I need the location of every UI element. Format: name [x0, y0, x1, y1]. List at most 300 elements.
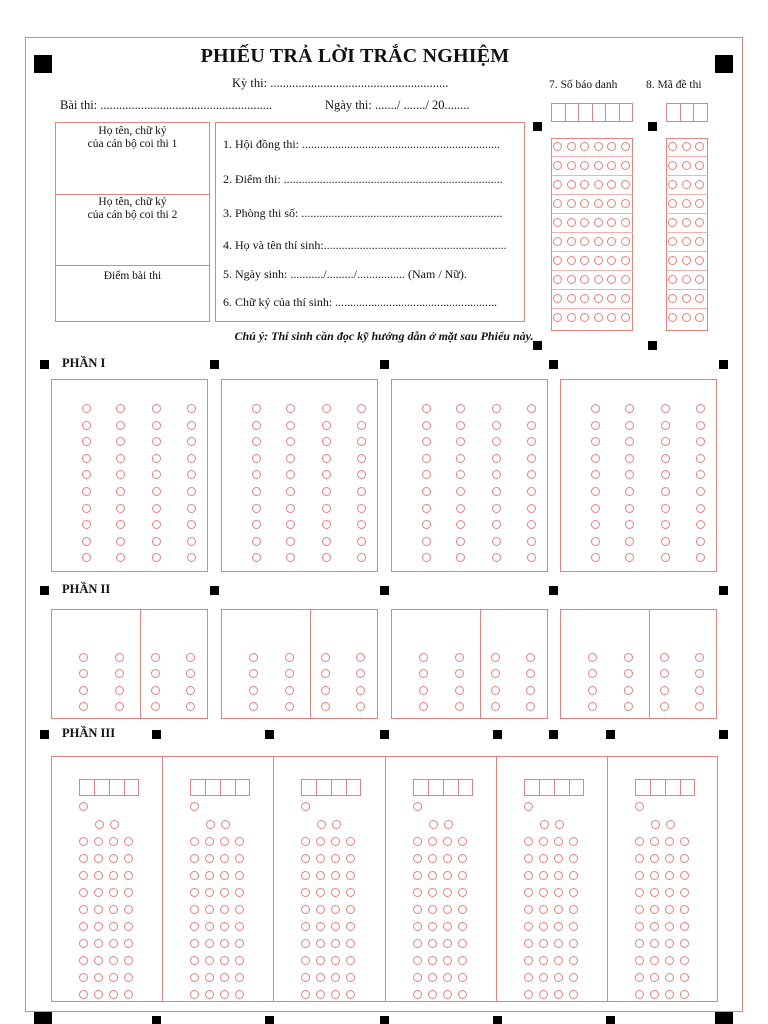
digit-bubble[interactable] [413, 939, 422, 948]
candidate-number-bubble[interactable] [621, 142, 630, 151]
comma-bubble[interactable] [429, 820, 438, 829]
true-bubble[interactable] [79, 653, 88, 662]
true-bubble[interactable] [249, 702, 258, 711]
answer-bubble[interactable] [252, 454, 261, 463]
answer-bubble[interactable] [527, 487, 536, 496]
digit-bubble[interactable] [569, 837, 578, 846]
digit-bubble[interactable] [569, 922, 578, 931]
answer-bubble[interactable] [661, 454, 670, 463]
candidate-number-bubble[interactable] [580, 256, 589, 265]
answer-bubble[interactable] [152, 487, 161, 496]
digit-bubble[interactable] [124, 871, 133, 880]
digit-bubble[interactable] [458, 888, 467, 897]
digit-bubble[interactable] [524, 888, 533, 897]
candidate-number-bubble[interactable] [607, 161, 616, 170]
answer-bubble[interactable] [492, 421, 501, 430]
digit-bubble[interactable] [539, 990, 548, 999]
digit-bubble[interactable] [635, 905, 644, 914]
answer-bubble[interactable] [527, 454, 536, 463]
candidate-number-bubble[interactable] [567, 180, 576, 189]
exam-code-bubble[interactable] [668, 256, 677, 265]
answer-bubble[interactable] [116, 404, 125, 413]
digit-bubble[interactable] [94, 922, 103, 931]
digit-bubble[interactable] [443, 922, 452, 931]
candidate-number-bubble[interactable] [580, 313, 589, 322]
digit-bubble[interactable] [680, 973, 689, 982]
true-bubble[interactable] [79, 686, 88, 695]
digit-bubble[interactable] [665, 922, 674, 931]
answer-bubble[interactable] [357, 454, 366, 463]
false-bubble[interactable] [285, 653, 294, 662]
candidate-number-bubble[interactable] [553, 218, 562, 227]
digit-bubble[interactable] [109, 922, 118, 931]
digit-bubble[interactable] [635, 973, 644, 982]
digit-bubble[interactable] [539, 973, 548, 982]
exam-code-bubble[interactable] [668, 313, 677, 322]
digit-bubble[interactable] [443, 973, 452, 982]
true-bubble[interactable] [660, 702, 669, 711]
false-bubble[interactable] [115, 702, 124, 711]
exam-code-bubble[interactable] [668, 275, 677, 284]
false-bubble[interactable] [285, 686, 294, 695]
digit-bubble[interactable] [539, 956, 548, 965]
exam-code-bubble[interactable] [682, 180, 691, 189]
answer-bubble[interactable] [252, 537, 261, 546]
false-bubble[interactable] [356, 702, 365, 711]
digit-bubble[interactable] [554, 956, 563, 965]
digit-bubble[interactable] [650, 871, 659, 880]
candidate-number-bubble[interactable] [553, 161, 562, 170]
digit-bubble[interactable] [635, 922, 644, 931]
false-bubble[interactable] [624, 702, 633, 711]
true-bubble[interactable] [151, 702, 160, 711]
digit-bubble[interactable] [554, 922, 563, 931]
true-bubble[interactable] [491, 686, 500, 695]
answer-bubble[interactable] [322, 537, 331, 546]
digit-bubble[interactable] [109, 956, 118, 965]
comma-bubble[interactable] [540, 820, 549, 829]
answer-bubble[interactable] [116, 421, 125, 430]
answer-bubble[interactable] [696, 404, 705, 413]
digit-bubble[interactable] [413, 837, 422, 846]
answer-bubble[interactable] [591, 421, 600, 430]
digit-bubble[interactable] [94, 888, 103, 897]
comma-bubble[interactable] [666, 820, 675, 829]
digit-bubble[interactable] [635, 854, 644, 863]
answer-bubble[interactable] [456, 421, 465, 430]
digit-bubble[interactable] [124, 956, 133, 965]
digit-bubble[interactable] [79, 888, 88, 897]
digit-bubble[interactable] [428, 990, 437, 999]
digit-bubble[interactable] [124, 905, 133, 914]
minus-bubble[interactable] [635, 802, 644, 811]
digit-bubble[interactable] [79, 990, 88, 999]
true-bubble[interactable] [321, 686, 330, 695]
digit-bubble[interactable] [79, 905, 88, 914]
digit-bubble[interactable] [109, 973, 118, 982]
digit-bubble[interactable] [458, 871, 467, 880]
exam-code-bubble[interactable] [668, 199, 677, 208]
exam-code-bubble[interactable] [682, 142, 691, 151]
digit-bubble[interactable] [458, 922, 467, 931]
candidate-number-bubble[interactable] [553, 313, 562, 322]
digit-bubble[interactable] [680, 837, 689, 846]
digit-bubble[interactable] [109, 854, 118, 863]
answer-bubble[interactable] [492, 487, 501, 496]
false-bubble[interactable] [356, 686, 365, 695]
candidate-number-bubble[interactable] [567, 275, 576, 284]
answer-bubble[interactable] [696, 487, 705, 496]
digit-bubble[interactable] [109, 905, 118, 914]
digit-bubble[interactable] [124, 973, 133, 982]
digit-bubble[interactable] [650, 973, 659, 982]
answer-bubble[interactable] [591, 504, 600, 513]
digit-bubble[interactable] [569, 871, 578, 880]
false-bubble[interactable] [455, 653, 464, 662]
candidate-number-bubble[interactable] [580, 218, 589, 227]
digit-bubble[interactable] [413, 888, 422, 897]
candidate-number-bubble[interactable] [594, 142, 603, 151]
digit-bubble[interactable] [428, 939, 437, 948]
exam-code-bubble[interactable] [695, 142, 704, 151]
digit-bubble[interactable] [109, 990, 118, 999]
digit-bubble[interactable] [680, 990, 689, 999]
candidate-number-bubble[interactable] [621, 294, 630, 303]
digit-bubble[interactable] [539, 939, 548, 948]
answer-bubble[interactable] [422, 537, 431, 546]
digit-bubble[interactable] [665, 854, 674, 863]
digit-bubble[interactable] [680, 854, 689, 863]
digit-bubble[interactable] [458, 837, 467, 846]
answer-bubble[interactable] [696, 454, 705, 463]
candidate-number-bubble[interactable] [607, 313, 616, 322]
digit-bubble[interactable] [94, 973, 103, 982]
candidate-number-bubble[interactable] [567, 142, 576, 151]
digit-bubble[interactable] [443, 837, 452, 846]
answer-bubble[interactable] [82, 404, 91, 413]
answer-bubble[interactable] [696, 504, 705, 513]
digit-bubble[interactable] [458, 990, 467, 999]
answer-bubble[interactable] [357, 537, 366, 546]
true-bubble[interactable] [419, 653, 428, 662]
digit-bubble[interactable] [109, 871, 118, 880]
digit-bubble[interactable] [650, 905, 659, 914]
digit-bubble[interactable] [539, 854, 548, 863]
digit-bubble[interactable] [79, 973, 88, 982]
digit-bubble[interactable] [443, 905, 452, 914]
answer-bubble[interactable] [422, 404, 431, 413]
minus-bubble[interactable] [524, 802, 533, 811]
true-bubble[interactable] [249, 653, 258, 662]
exam-code-bubble[interactable] [682, 199, 691, 208]
digit-bubble[interactable] [109, 888, 118, 897]
candidate-number-bubble[interactable] [553, 294, 562, 303]
digit-bubble[interactable] [79, 837, 88, 846]
digit-bubble[interactable] [413, 956, 422, 965]
answer-bubble[interactable] [322, 487, 331, 496]
digit-bubble[interactable] [428, 871, 437, 880]
candidate-number-bubble[interactable] [621, 180, 630, 189]
digit-bubble[interactable] [524, 956, 533, 965]
candidate-number-bubble[interactable] [594, 275, 603, 284]
digit-bubble[interactable] [458, 905, 467, 914]
true-bubble[interactable] [588, 653, 597, 662]
false-bubble[interactable] [186, 686, 195, 695]
digit-bubble[interactable] [79, 854, 88, 863]
candidate-number-bubble[interactable] [567, 161, 576, 170]
digit-bubble[interactable] [665, 939, 674, 948]
digit-bubble[interactable] [524, 939, 533, 948]
answer-bubble[interactable] [322, 404, 331, 413]
candidate-number-bubble[interactable] [580, 237, 589, 246]
digit-bubble[interactable] [650, 939, 659, 948]
exam-code-bubble[interactable] [668, 218, 677, 227]
answer-bubble[interactable] [286, 404, 295, 413]
exam-code-bubble[interactable] [695, 161, 704, 170]
candidate-number-bubble[interactable] [567, 218, 576, 227]
false-bubble[interactable] [695, 702, 704, 711]
digit-bubble[interactable] [428, 922, 437, 931]
digit-bubble[interactable] [554, 871, 563, 880]
digit-bubble[interactable] [680, 956, 689, 965]
answer-bubble[interactable] [152, 421, 161, 430]
digit-bubble[interactable] [124, 939, 133, 948]
digit-bubble[interactable] [94, 837, 103, 846]
candidate-number-bubble[interactable] [607, 237, 616, 246]
digit-bubble[interactable] [458, 939, 467, 948]
digit-bubble[interactable] [443, 956, 452, 965]
digit-bubble[interactable] [524, 973, 533, 982]
digit-bubble[interactable] [665, 871, 674, 880]
answer-bubble[interactable] [82, 487, 91, 496]
answer-bubble[interactable] [696, 421, 705, 430]
answer-bubble[interactable] [625, 421, 634, 430]
digit-bubble[interactable] [665, 837, 674, 846]
digit-bubble[interactable] [650, 990, 659, 999]
digit-bubble[interactable] [665, 905, 674, 914]
digit-bubble[interactable] [539, 871, 548, 880]
true-bubble[interactable] [588, 686, 597, 695]
digit-bubble[interactable] [554, 888, 563, 897]
digit-bubble[interactable] [524, 871, 533, 880]
answer-bubble[interactable] [252, 487, 261, 496]
false-bubble[interactable] [285, 702, 294, 711]
exam-code-bubble[interactable] [668, 294, 677, 303]
answer-bubble[interactable] [625, 537, 634, 546]
digit-bubble[interactable] [635, 888, 644, 897]
candidate-number-bubble[interactable] [594, 199, 603, 208]
candidate-number-bubble[interactable] [607, 294, 616, 303]
candidate-number-bubble[interactable] [607, 142, 616, 151]
candidate-number-bubble[interactable] [567, 256, 576, 265]
comma-bubble[interactable] [555, 820, 564, 829]
exam-code-bubble[interactable] [682, 237, 691, 246]
digit-bubble[interactable] [413, 990, 422, 999]
answer-bubble[interactable] [286, 504, 295, 513]
answer-bubble[interactable] [286, 487, 295, 496]
digit-bubble[interactable] [109, 837, 118, 846]
digit-bubble[interactable] [428, 973, 437, 982]
false-bubble[interactable] [526, 653, 535, 662]
answer-bubble[interactable] [422, 504, 431, 513]
answer-bubble[interactable] [661, 537, 670, 546]
exam-code-bubble[interactable] [682, 218, 691, 227]
answer-bubble[interactable] [116, 487, 125, 496]
exam-code-bubble[interactable] [695, 313, 704, 322]
digit-bubble[interactable] [635, 939, 644, 948]
digit-bubble[interactable] [524, 854, 533, 863]
false-bubble[interactable] [455, 702, 464, 711]
exam-code-bubble[interactable] [682, 161, 691, 170]
candidate-number-bubble[interactable] [553, 180, 562, 189]
digit-bubble[interactable] [569, 990, 578, 999]
candidate-number-bubble[interactable] [621, 218, 630, 227]
digit-bubble[interactable] [554, 939, 563, 948]
digit-bubble[interactable] [539, 922, 548, 931]
digit-bubble[interactable] [539, 888, 548, 897]
digit-bubble[interactable] [665, 956, 674, 965]
digit-bubble[interactable] [428, 854, 437, 863]
true-bubble[interactable] [491, 653, 500, 662]
digit-bubble[interactable] [443, 939, 452, 948]
answer-bubble[interactable] [591, 404, 600, 413]
true-bubble[interactable] [419, 702, 428, 711]
candidate-number-bubble[interactable] [607, 256, 616, 265]
digit-bubble[interactable] [428, 888, 437, 897]
digit-bubble[interactable] [94, 939, 103, 948]
exam-code-bubble[interactable] [695, 199, 704, 208]
comma-bubble[interactable] [95, 820, 104, 829]
answer-bubble[interactable] [591, 487, 600, 496]
digit-bubble[interactable] [569, 939, 578, 948]
exam-code-bubble[interactable] [695, 294, 704, 303]
answer-bubble[interactable] [187, 487, 196, 496]
true-bubble[interactable] [660, 686, 669, 695]
candidate-number-bubble[interactable] [553, 275, 562, 284]
candidate-number-bubble[interactable] [580, 180, 589, 189]
digit-bubble[interactable] [524, 905, 533, 914]
digit-bubble[interactable] [554, 854, 563, 863]
exam-code-bubble[interactable] [695, 256, 704, 265]
digit-bubble[interactable] [569, 854, 578, 863]
answer-bubble[interactable] [527, 404, 536, 413]
candidate-number-bubble[interactable] [594, 256, 603, 265]
digit-bubble[interactable] [428, 956, 437, 965]
digit-bubble[interactable] [458, 956, 467, 965]
digit-bubble[interactable] [413, 871, 422, 880]
answer-bubble[interactable] [661, 421, 670, 430]
digit-bubble[interactable] [650, 956, 659, 965]
true-bubble[interactable] [419, 686, 428, 695]
answer-bubble[interactable] [625, 504, 634, 513]
digit-bubble[interactable] [79, 939, 88, 948]
true-bubble[interactable] [321, 702, 330, 711]
digit-bubble[interactable] [124, 990, 133, 999]
answer-bubble[interactable] [527, 421, 536, 430]
digit-bubble[interactable] [458, 973, 467, 982]
comma-bubble[interactable] [110, 820, 119, 829]
answer-bubble[interactable] [661, 404, 670, 413]
digit-bubble[interactable] [665, 990, 674, 999]
exam-code-writein-box[interactable] [666, 103, 708, 122]
exam-code-bubble[interactable] [695, 237, 704, 246]
true-bubble[interactable] [588, 702, 597, 711]
digit-bubble[interactable] [443, 990, 452, 999]
candidate-number-bubble[interactable] [553, 237, 562, 246]
digit-bubble[interactable] [665, 888, 674, 897]
answer-bubble[interactable] [286, 454, 295, 463]
false-bubble[interactable] [455, 686, 464, 695]
candidate-number-bubble[interactable] [594, 161, 603, 170]
answer-bubble[interactable] [152, 454, 161, 463]
answer-bubble[interactable] [357, 421, 366, 430]
digit-bubble[interactable] [94, 956, 103, 965]
candidate-number-bubble[interactable] [621, 256, 630, 265]
candidate-number-bubble[interactable] [607, 275, 616, 284]
true-bubble[interactable] [151, 653, 160, 662]
digit-bubble[interactable] [569, 973, 578, 982]
exam-code-bubble[interactable] [668, 142, 677, 151]
digit-bubble[interactable] [554, 973, 563, 982]
digit-bubble[interactable] [413, 973, 422, 982]
answer-bubble[interactable] [527, 537, 536, 546]
digit-bubble[interactable] [680, 905, 689, 914]
digit-bubble[interactable] [554, 990, 563, 999]
false-bubble[interactable] [695, 653, 704, 662]
digit-bubble[interactable] [79, 922, 88, 931]
answer-bubble[interactable] [187, 421, 196, 430]
minus-bubble[interactable] [79, 802, 88, 811]
exam-code-bubble[interactable] [695, 180, 704, 189]
answer-bubble[interactable] [82, 454, 91, 463]
digit-bubble[interactable] [650, 888, 659, 897]
digit-bubble[interactable] [79, 871, 88, 880]
candidate-number-bubble[interactable] [553, 142, 562, 151]
digit-bubble[interactable] [680, 871, 689, 880]
digit-bubble[interactable] [413, 905, 422, 914]
candidate-number-bubble[interactable] [567, 199, 576, 208]
answer-bubble[interactable] [591, 537, 600, 546]
candidate-number-bubble[interactable] [621, 199, 630, 208]
digit-bubble[interactable] [124, 922, 133, 931]
digit-bubble[interactable] [650, 922, 659, 931]
digit-bubble[interactable] [635, 871, 644, 880]
answer-bubble[interactable] [591, 454, 600, 463]
digit-bubble[interactable] [79, 956, 88, 965]
answer-bubble[interactable] [625, 404, 634, 413]
answer-bubble[interactable] [252, 504, 261, 513]
exam-code-bubble[interactable] [668, 161, 677, 170]
exam-code-bubble[interactable] [682, 294, 691, 303]
answer-bubble[interactable] [187, 454, 196, 463]
answer-bubble[interactable] [527, 504, 536, 513]
digit-bubble[interactable] [680, 922, 689, 931]
digit-bubble[interactable] [569, 905, 578, 914]
exam-code-bubble[interactable] [668, 180, 677, 189]
digit-bubble[interactable] [94, 871, 103, 880]
digit-bubble[interactable] [524, 990, 533, 999]
answer-bubble[interactable] [357, 404, 366, 413]
digit-bubble[interactable] [109, 939, 118, 948]
answer-bubble[interactable] [661, 504, 670, 513]
digit-bubble[interactable] [458, 854, 467, 863]
candidate-number-bubble[interactable] [621, 313, 630, 322]
digit-bubble[interactable] [413, 854, 422, 863]
true-bubble[interactable] [249, 686, 258, 695]
answer-bubble[interactable] [82, 504, 91, 513]
true-bubble[interactable] [321, 653, 330, 662]
answer-bubble[interactable] [492, 404, 501, 413]
